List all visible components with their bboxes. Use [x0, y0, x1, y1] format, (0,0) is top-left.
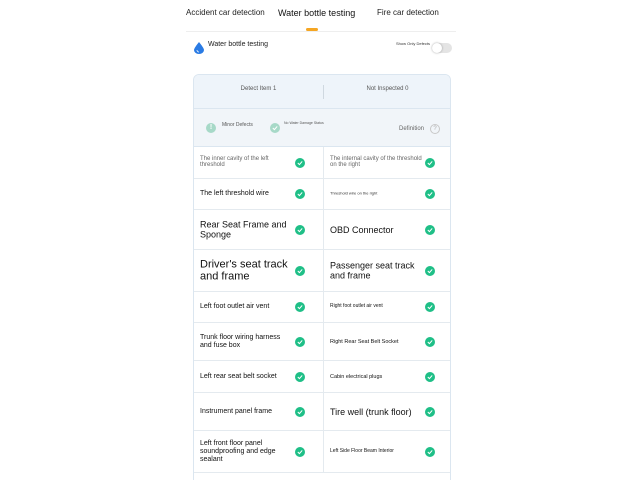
grid-cell[interactable] — [323, 292, 451, 322]
tab-bar — [0, 0, 640, 34]
tab-fire-car-detection[interactable]: Fire car detection — [377, 8, 439, 17]
grid-cell[interactable] — [194, 250, 323, 291]
grid-cell[interactable] — [323, 361, 451, 392]
grid-cell[interactable] — [194, 210, 323, 249]
no-damage-label: No Water Damage Status — [284, 121, 324, 125]
item-label: Left rear seat belt socket — [200, 372, 277, 380]
minor-defects-icon: ! — [206, 123, 216, 133]
check-icon — [425, 189, 435, 199]
show-only-defects-toggle[interactable] — [432, 43, 452, 53]
detect-item-count: Detect Item 1 — [240, 86, 277, 92]
help-icon[interactable]: ? — [430, 124, 440, 134]
minor-defects-label: Minor Defects — [222, 122, 253, 128]
card-header — [194, 75, 451, 109]
check-icon — [295, 407, 305, 417]
section-header — [186, 33, 456, 63]
tab-water-bottle-testing[interactable]: Water bottle testing — [278, 8, 356, 18]
check-icon — [425, 225, 435, 235]
table-row — [194, 323, 451, 361]
not-inspected-count: Not Inspected 0 — [366, 86, 409, 92]
table-row — [194, 393, 451, 431]
item-label: Right Rear Seat Belt Socket — [330, 338, 399, 345]
check-icon — [425, 372, 435, 382]
item-label: The inner cavity of the left threshold — [200, 155, 269, 169]
table-row — [194, 431, 451, 473]
grid-cell[interactable] — [323, 210, 451, 249]
section-title: Water bottle testing — [208, 41, 269, 48]
grid-cell[interactable] — [194, 147, 323, 178]
check-icon — [295, 302, 305, 312]
grid-cell[interactable] — [323, 147, 451, 178]
inspection-grid — [194, 147, 451, 473]
table-row — [194, 250, 451, 292]
check-icon — [295, 189, 305, 199]
grid-cell[interactable] — [323, 250, 451, 291]
item-label: Passenger seat track and frame — [330, 260, 415, 281]
no-damage-check-icon — [270, 123, 280, 133]
item-label: Threshold wire on the right — [330, 190, 378, 196]
table-row — [194, 292, 451, 323]
grid-cell[interactable] — [194, 361, 323, 392]
grid-cell[interactable] — [323, 179, 451, 209]
check-icon — [295, 337, 305, 347]
toggle-knob — [432, 43, 442, 53]
item-label: Trunk floor wiring harness and fuse box — [200, 333, 281, 349]
check-icon — [425, 407, 435, 417]
grid-cell[interactable] — [194, 393, 323, 430]
check-icon — [295, 447, 305, 457]
item-label: Left front floor panel soundproofing and edge sealant — [200, 439, 276, 463]
water-drop-icon — [194, 42, 204, 54]
tab-divider — [186, 31, 456, 32]
table-row — [194, 210, 451, 250]
definition-label[interactable]: Definition — [399, 126, 425, 132]
legend-bar — [194, 109, 451, 147]
item-label: Tire well (trunk floor) — [330, 406, 412, 417]
grid-cell[interactable] — [194, 431, 323, 472]
show-only-defects-label: Show Only Defects — [396, 41, 431, 46]
grid-cell[interactable] — [323, 431, 451, 472]
check-icon — [425, 447, 435, 457]
grid-cell[interactable] — [194, 292, 323, 322]
check-icon — [425, 266, 435, 276]
tab-accident-car-detection[interactable]: Accident car detection — [186, 8, 265, 17]
grid-cell[interactable] — [323, 393, 451, 430]
check-icon — [295, 266, 305, 276]
item-label: The left threshold wire — [200, 189, 269, 197]
table-row — [194, 361, 451, 393]
check-icon — [295, 158, 305, 168]
check-icon — [425, 302, 435, 312]
grid-cell[interactable] — [323, 323, 451, 360]
item-label: Rear Seat Frame and Sponge — [200, 219, 287, 240]
grid-cell[interactable] — [194, 323, 323, 360]
table-row — [194, 179, 451, 210]
check-icon — [295, 225, 305, 235]
check-icon — [425, 337, 435, 347]
item-label: OBD Connector — [330, 224, 394, 235]
table-row — [194, 147, 451, 179]
item-label: Instrument panel frame — [200, 407, 272, 415]
check-icon — [295, 372, 305, 382]
check-icon — [425, 158, 435, 168]
inspection-card — [193, 74, 451, 480]
item-label: Right foot outlet air vent — [330, 303, 383, 310]
item-label: Cabin electrical plugs — [330, 373, 383, 380]
grid-cell[interactable] — [194, 179, 323, 209]
item-label: Driver's seat track and frame — [200, 257, 288, 283]
item-label: Left Side Floor Beam Interior — [330, 447, 394, 454]
item-label: Left foot outlet air vent — [200, 302, 270, 310]
item-label: The internal cavity of the threshold on the right — [330, 155, 422, 169]
